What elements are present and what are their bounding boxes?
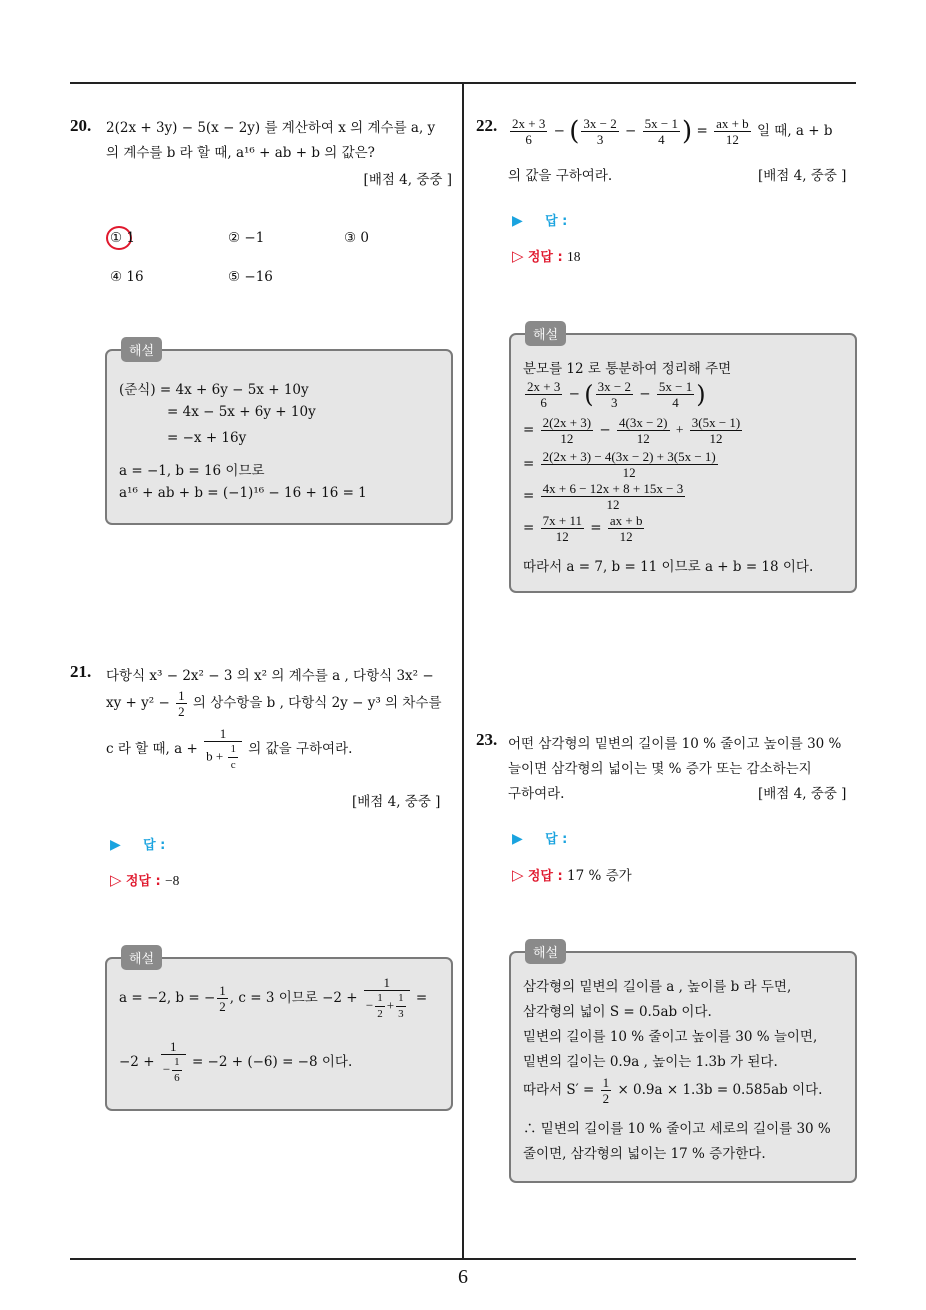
text: −	[553, 123, 565, 139]
question-number: 20.	[70, 116, 92, 135]
fraction	[596, 379, 633, 410]
text: =	[523, 488, 535, 504]
denominator: 6	[540, 395, 547, 410]
numerator: 2(2x + 3)	[542, 415, 592, 430]
fraction	[375, 991, 385, 1022]
text: xy + y² −	[106, 695, 170, 711]
score-label: [배점 4, 중중 ]	[363, 172, 452, 188]
denominator	[161, 1055, 186, 1086]
denominator: 2	[178, 704, 185, 719]
correct-value: 17 % 증가	[566, 868, 632, 884]
denominator: 4	[672, 395, 679, 410]
denominator: 12	[636, 431, 650, 446]
solution-tag: 해설	[525, 321, 566, 346]
solution-box-21	[105, 952, 453, 1111]
fraction	[396, 991, 406, 1022]
denominator: 4	[658, 132, 665, 147]
fraction	[510, 116, 547, 147]
numerator: 1	[228, 742, 238, 758]
solution-row-5	[523, 513, 646, 544]
text: = −2 + (−6) = −8 이다.	[191, 1054, 353, 1070]
fraction	[617, 415, 670, 446]
triangle-outline-icon: ▷	[512, 247, 524, 265]
answer-row	[110, 834, 165, 853]
fraction	[714, 116, 751, 147]
choice-5[interactable]: ⑤ −16	[228, 269, 273, 285]
fraction	[601, 1075, 612, 1106]
score-label: [배점 4, 중중 ]	[352, 794, 441, 810]
answer-row	[512, 828, 567, 847]
fraction	[690, 415, 743, 446]
text: × 0.9a × 1.3b = 0.585ab 이다.	[617, 1082, 823, 1098]
text: =	[415, 990, 428, 1006]
text: −	[639, 386, 651, 402]
question-line-2: 의 계수를 b 라 할 때, a¹⁶ + ab + b 의 값은?	[106, 145, 375, 161]
fraction	[643, 116, 680, 147]
numerator: 3x − 2	[583, 116, 617, 131]
solution-row-4	[523, 481, 687, 512]
triangle-outline-icon: ▷	[512, 866, 524, 884]
numerator: ax + b	[609, 513, 643, 528]
solution-intro: 분모를 12 로 통분하여 정리해 주면	[523, 361, 732, 377]
text: −	[599, 422, 611, 438]
triangle-outline-icon: ▷	[110, 871, 122, 889]
text: −	[568, 386, 580, 402]
question-line-2: 의 값을 구하여라.	[508, 168, 613, 184]
numerator: 2(2x + 3) − 4(3x − 2) + 3(5x − 1)	[542, 449, 716, 464]
question-line-3: 구하여라.	[508, 786, 565, 802]
paren: (	[569, 116, 580, 147]
denominator: 12	[560, 431, 574, 446]
numerator: 1	[161, 1039, 186, 1055]
question-line-2: 늘이면 삼각형의 넓이는 몇 % 증가 또는 감소하는지	[508, 761, 812, 777]
question-number: 22.	[476, 116, 498, 135]
correct-label: 정답 :	[527, 869, 563, 884]
numerator: 4x + 6 − 12x + 8 + 15x − 3	[542, 481, 684, 496]
solution-box-20	[105, 344, 453, 525]
text: =	[523, 456, 535, 472]
denominator: 12	[622, 465, 636, 480]
denominator: 12	[555, 529, 569, 544]
denominator: 12	[619, 529, 633, 544]
solution-line: 밑변의 길이는 0.9a , 높이는 1.3b 가 된다.	[523, 1054, 778, 1070]
fraction	[217, 983, 228, 1014]
fraction	[172, 1055, 182, 1086]
solution-box-22	[509, 328, 857, 593]
correct-label: 정답 :	[125, 874, 161, 889]
denominator: 2	[219, 999, 226, 1014]
denominator	[204, 742, 242, 773]
paren: )	[696, 380, 706, 409]
solution-line: 삼각형의 밑변의 길이를 a , 높이를 b 라 두면,	[523, 979, 792, 995]
fraction	[364, 975, 410, 1022]
column-divider	[462, 82, 464, 1260]
question-line-3	[106, 726, 352, 773]
solution-line: ∴ 밑변의 길이를 10 % 줄이고 세로의 길이를 30 %	[523, 1121, 831, 1137]
text: b +	[206, 748, 224, 764]
numerator: 1	[172, 1055, 182, 1071]
question-number: 21.	[70, 662, 92, 681]
play-arrow-icon: ▶	[110, 837, 121, 853]
question-line-1: 다항식 x³ − 2x² − 3 의 x² 의 계수를 a , 다항식 3x² −	[106, 668, 434, 684]
score-label: [배점 4, 중중 ]	[758, 168, 847, 184]
solution-tag: 해설	[121, 945, 162, 970]
choice-2[interactable]: ② −1	[228, 230, 265, 246]
denominator: 3	[596, 132, 604, 147]
fraction	[541, 449, 718, 480]
solution-line	[523, 1075, 822, 1106]
correct-answer-row	[110, 870, 179, 889]
plus-sign: +	[675, 422, 684, 437]
fraction	[541, 481, 686, 512]
correct-answer-row	[512, 864, 632, 884]
play-arrow-icon: ▶	[512, 831, 523, 847]
question-number: 23.	[476, 730, 498, 749]
bottom-rule	[70, 1258, 856, 1260]
numerator: 1	[364, 975, 410, 991]
text: 의 상수항을 b , 다항식 2y − y³ 의 차수를	[192, 695, 442, 711]
solution-line-1	[119, 975, 427, 1022]
fraction	[204, 726, 242, 773]
correct-label: 정답 :	[527, 250, 563, 265]
solution-row-2	[523, 415, 744, 446]
solution-line: = −x + 16y	[167, 430, 247, 446]
numerator: 1	[396, 991, 406, 1007]
solution-tag: 해설	[121, 337, 162, 362]
solution-row-1	[523, 379, 706, 410]
denominator: 12	[709, 431, 723, 446]
numerator: 4(3x − 2)	[619, 415, 668, 430]
fraction	[541, 513, 584, 544]
answer-label: 답 :	[545, 214, 568, 229]
denominator: 6	[174, 1072, 180, 1084]
question-line-2	[106, 688, 442, 719]
fraction	[541, 415, 594, 446]
solution-line: (준식) = 4x + 6y − 5x + 10y	[119, 382, 309, 398]
choice-4[interactable]: ④ 16	[110, 269, 144, 285]
denominator: 3	[398, 1008, 404, 1020]
numerator: 5x − 1	[644, 116, 678, 131]
denominator	[364, 991, 410, 1022]
numerator: 7x + 11	[542, 513, 582, 528]
solution-line: a¹⁶ + ab + b = (−1)¹⁶ − 16 + 16 = 1	[119, 485, 367, 501]
denominator: 2	[602, 1091, 610, 1106]
numerator: 5x − 1	[658, 379, 693, 394]
text: =	[523, 520, 535, 536]
correct-answer-row	[512, 246, 580, 265]
text: −2 +	[119, 1054, 155, 1070]
choice-3[interactable]: ③ 0	[344, 230, 369, 246]
paren: )	[682, 116, 693, 147]
denominator: 12	[725, 132, 739, 147]
denominator: 2	[377, 1008, 383, 1020]
question-line-1: 어떤 삼각형의 밑변의 길이를 10 % 줄이고 높이를 30 %	[508, 736, 842, 752]
numerator: 1	[602, 1075, 610, 1090]
solution-line: 줄이면, 삼각형의 넓이는 17 % 증가한다.	[523, 1146, 766, 1162]
numerator: ax + b	[716, 116, 749, 131]
numerator: 3x − 2	[597, 379, 631, 394]
text: −	[162, 1061, 171, 1077]
question-line-1: 2(2x + 3y) − 5(x − 2y) 를 계산하여 x 의 계수를 a, y	[106, 120, 436, 136]
denominator: 12	[606, 497, 620, 512]
fraction	[176, 688, 187, 719]
question-line-1	[508, 116, 833, 147]
text: −	[625, 123, 637, 139]
answer-label: 답 :	[545, 832, 568, 847]
page-number: 6	[458, 1266, 468, 1288]
solution-conclusion: 따라서 a = 7, b = 11 이므로 a + b = 18 이다.	[523, 559, 814, 575]
numerator: 2x + 3	[527, 379, 561, 394]
answer-row	[512, 210, 567, 229]
fraction	[161, 1039, 186, 1086]
fraction	[581, 116, 618, 147]
text: =	[696, 123, 708, 139]
denominator: 6	[525, 132, 532, 147]
correct-value: 18	[566, 249, 581, 264]
solution-box-23	[509, 946, 857, 1183]
solution-line: 삼각형의 넓이 S = 0.5ab 이다.	[523, 1004, 712, 1020]
solution-line: = 4x − 5x + 6y + 10y	[167, 404, 316, 420]
text: a = −2, b = −	[119, 990, 216, 1006]
text: 따라서 S′ =	[523, 1082, 595, 1098]
text: =	[590, 520, 602, 536]
text: +	[386, 997, 395, 1013]
solution-tag: 해설	[525, 939, 566, 964]
choice-1[interactable]: ① 1	[110, 230, 135, 246]
text: 의 값을 구하여라.	[248, 741, 353, 757]
fraction	[228, 742, 238, 773]
numerator: 1	[375, 991, 385, 1007]
solution-row-3	[523, 449, 720, 480]
fraction	[657, 379, 694, 410]
solution-line-2	[119, 1039, 352, 1086]
solution-line: 밑변의 길이를 10 % 줄이고 높이를 30 % 늘이면,	[523, 1029, 818, 1045]
text: 일 때, a + b	[756, 123, 833, 139]
solution-line: a = −1, b = 16 이므로	[119, 463, 265, 479]
numerator: 2x + 3	[512, 116, 546, 131]
numerator: 1	[178, 688, 185, 703]
numerator: 1	[204, 726, 242, 742]
denominator: c	[230, 759, 236, 771]
denominator: 3	[611, 395, 618, 410]
text: c 라 할 때, a +	[106, 741, 198, 757]
score-label: [배점 4, 중중 ]	[758, 786, 847, 802]
paren: (	[584, 380, 594, 409]
answer-label: 답 :	[143, 838, 166, 853]
text: −	[365, 997, 374, 1013]
text: =	[523, 422, 535, 438]
numerator: 1	[219, 983, 226, 998]
fraction	[525, 379, 562, 410]
numerator: 3(5x − 1)	[691, 415, 741, 430]
text: , c = 3 이므로 −2 +	[229, 990, 358, 1006]
fraction	[608, 513, 645, 544]
play-arrow-icon: ▶	[512, 213, 523, 229]
correct-value: −8	[164, 873, 180, 888]
